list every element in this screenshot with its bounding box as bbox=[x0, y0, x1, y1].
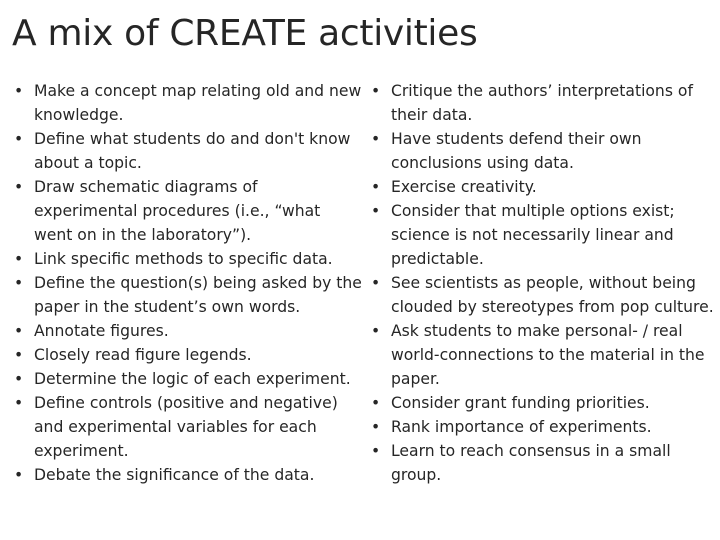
list-item bbox=[12, 367, 362, 391]
bullet-icon: • bbox=[14, 394, 24, 412]
list-item bbox=[369, 391, 714, 415]
bullet-icon: • bbox=[371, 394, 381, 412]
list-item-text: Define what students do and don't know about a topic. bbox=[34, 130, 351, 172]
list-item-text: Consider grant funding priorities. bbox=[391, 394, 650, 412]
list-item bbox=[12, 463, 362, 487]
slide-title: A mix of CREATE activities bbox=[12, 13, 478, 54]
list-item-text: Define controls (positive and negative) and experimental variables for each experiment. bbox=[34, 394, 338, 460]
bullet-icon: • bbox=[14, 82, 24, 100]
list-item-text: Closely read figure legends. bbox=[34, 346, 252, 364]
right-bullet-list bbox=[369, 79, 714, 487]
list-item-text: See scientists as people, without being clouded by stereotypes from pop culture. bbox=[391, 274, 714, 316]
bullet-icon: • bbox=[14, 370, 24, 388]
list-item bbox=[369, 79, 714, 127]
bullet-icon: • bbox=[14, 346, 24, 364]
bullet-icon: • bbox=[14, 178, 24, 196]
list-item bbox=[12, 79, 362, 127]
list-item bbox=[12, 127, 362, 175]
list-item bbox=[369, 271, 714, 319]
bullet-icon: • bbox=[14, 274, 24, 292]
list-item bbox=[12, 271, 362, 319]
list-item-text: Ask students to make personal- / real world-connections to the material in the paper. bbox=[391, 322, 705, 388]
list-item bbox=[12, 391, 362, 463]
list-item bbox=[369, 175, 714, 199]
list-item-text: Exercise creativity. bbox=[391, 178, 537, 196]
bullet-icon: • bbox=[371, 418, 381, 436]
bullet-icon: • bbox=[371, 82, 381, 100]
list-item bbox=[12, 319, 362, 343]
list-item bbox=[369, 319, 714, 391]
list-item bbox=[12, 343, 362, 367]
list-item-text: Consider that multiple options exist; science is not necessarily linear and predictable. bbox=[391, 202, 675, 268]
bullet-icon: • bbox=[14, 130, 24, 148]
list-item bbox=[369, 439, 714, 487]
bullet-icon: • bbox=[371, 322, 381, 340]
list-item-text: Make a concept map relating old and new knowledge. bbox=[34, 82, 362, 124]
list-item-text: Define the question(s) being asked by the paper in the student’s own words. bbox=[34, 274, 362, 316]
bullet-icon: • bbox=[14, 250, 24, 268]
list-item-text: Debate the significance of the data. bbox=[34, 466, 315, 484]
bullet-icon: • bbox=[371, 178, 381, 196]
list-item-text: Determine the logic of each experiment. bbox=[34, 370, 351, 388]
list-item bbox=[369, 199, 714, 271]
bullet-icon: • bbox=[14, 322, 24, 340]
list-item-text: Rank importance of experiments. bbox=[391, 418, 652, 436]
list-item-text: Critique the authors’ interpretations of their data. bbox=[391, 82, 693, 124]
list-item bbox=[369, 415, 714, 439]
left-bullet-list bbox=[12, 79, 362, 487]
list-item bbox=[12, 175, 362, 247]
bullet-icon: • bbox=[371, 442, 381, 460]
list-item-text: Link specific methods to specific data. bbox=[34, 250, 333, 268]
bullet-icon: • bbox=[371, 202, 381, 220]
bullet-icon: • bbox=[371, 130, 381, 148]
list-item bbox=[369, 127, 714, 175]
list-item-text: Annotate figures. bbox=[34, 322, 169, 340]
list-item-text: Learn to reach consensus in a small group. bbox=[391, 442, 671, 484]
bullet-icon: • bbox=[14, 466, 24, 484]
list-item-text: Draw schematic diagrams of experimental procedures (i.e., “what went on in the laboratory”). bbox=[34, 178, 321, 244]
list-item bbox=[12, 247, 362, 271]
bullet-icon: • bbox=[371, 274, 381, 292]
list-item-text: Have students defend their own conclusions using data. bbox=[391, 130, 642, 172]
